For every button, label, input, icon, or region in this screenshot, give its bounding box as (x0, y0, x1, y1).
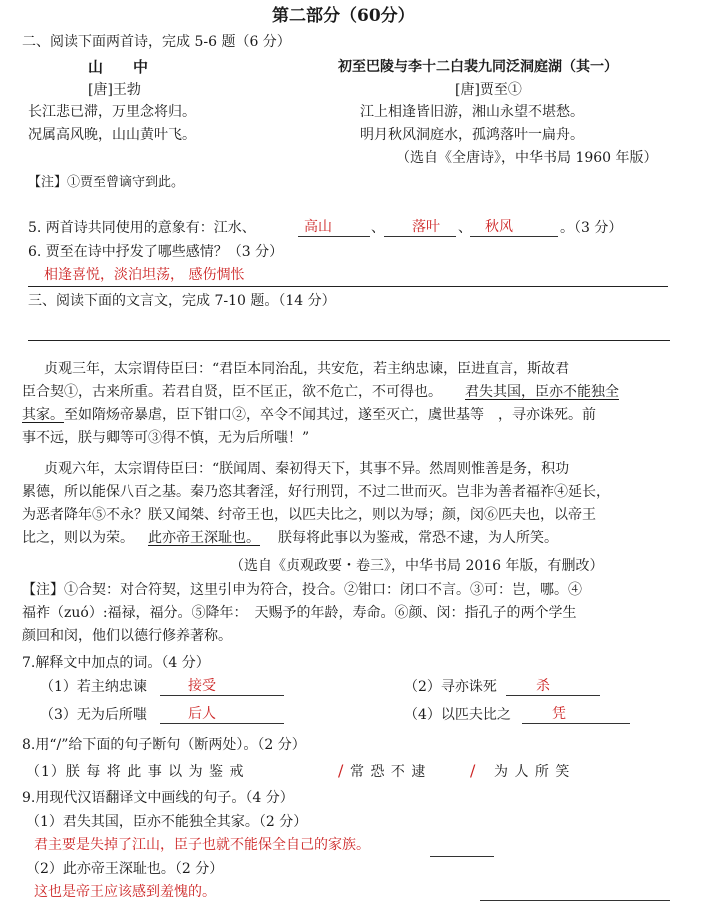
q7-item4-answer: 凭 (552, 706, 566, 722)
q5-suffix: 。（3 分） (560, 220, 623, 236)
q5-answer-2: 落叶 (412, 219, 440, 235)
passage-source: （选自《贞观政要・卷三》，中华书局 2016 年版，有删改） (230, 558, 604, 574)
q7-item2-blank (506, 695, 600, 696)
poem1-author: [唐]王勃 (88, 82, 141, 98)
q5-blank-2 (384, 236, 456, 237)
q8-slash-1: / (338, 761, 344, 780)
q7-item1-answer: 接受 (188, 678, 216, 694)
section3-heading: 三、阅读下面的文言文，完成 7-10 题。（14 分） (28, 293, 336, 309)
q9-answer-2-line (480, 900, 670, 901)
q8-heading: 8.用“/”给下面的句子断句（断两处）。（2 分） (22, 737, 306, 753)
poem1-line2: 况属高风晚，山山黄叶飞。 (28, 127, 196, 143)
poem2-line2: 明月秋风洞庭水，孤鸿落叶一扁舟。 (360, 127, 584, 143)
q9-answer-1-line (430, 856, 494, 857)
poem-source: （选自《全唐诗》，中华书局 1960 年版） (396, 150, 658, 166)
p1-underlined-1: 君失其国，臣亦不能独全 (465, 384, 619, 400)
q7-item2-answer: 杀 (536, 678, 550, 694)
q5-sep-2: 、 (458, 220, 472, 236)
notes-line1: 【注】①合契：对合符契，这里引申为符合，投合。②钳口：闭口不言。③可：岂，哪。④ (22, 582, 582, 598)
p1-underlined-2: 其家。 (22, 407, 64, 423)
q7-item4-blank (522, 723, 630, 724)
page-title: 第二部分（60分） (272, 6, 415, 26)
p1-line4: 事不远，朕与卿等可③得不慎，无为后所嗤！” (22, 430, 310, 446)
q6-answer-line (28, 286, 668, 287)
q9-sentence-2: （2）此亦帝王深耻也。（2 分） (26, 861, 224, 877)
p2-line1: 贞观六年，太宗谓侍臣曰：“朕闻周、秦初得天下，其事不异。然周则惟善是务，积功 (44, 461, 570, 477)
q9-answer-2: 这也是帝王应该感到羞愧的。 (34, 884, 216, 900)
notes-line2: 福祚（zuó）:福禄，福分。⑤降年： 天赐予的年龄，寿命。⑥颜、闵：指孔子的两个学生 (22, 605, 577, 621)
p2-line3: 为恶者降年⑤不永？朕又闻桀、纣帝王也，以匹夫比之，则以为辱；颜，闵⑥匹夫也，以帝王 (22, 507, 596, 523)
poem2-line1: 江上相逢皆旧游，湘山永望不堪愁。 (360, 104, 584, 120)
section-divider (28, 340, 670, 341)
p1-line3: 至如隋炀帝暴虐，臣下钳口②，卒令不闻其过，遂至灭亡，虞世基等 ，寻亦诛死。前 (64, 407, 596, 423)
p1-line1: 贞观三年，太宗谓侍臣曰：“君臣本同治乱，共安危，若主纳忠谏，臣进直言，斯故君 (44, 361, 570, 377)
p2-line4a: 比之，则以为荣。 (22, 530, 134, 546)
q5-answer-3: 秋风 (485, 219, 513, 235)
q5-answer-1: 高山 (304, 219, 332, 235)
p2-line4b: 朕每将此事以为鉴戒，常恐不逮，为人所笑。 (278, 530, 558, 546)
q8-sentence-c: 为 人 所 笑 (494, 764, 571, 780)
poem1-title: 山 中 (88, 58, 149, 76)
q7-item3-label: （3）无为后所嗤 (40, 707, 147, 723)
p2-line2: 累德，所以能保八百之基。秦乃恣其奢淫，好行刑罚，不过二世而灭。岂非为善者福祚④延长， (22, 484, 610, 500)
q9-answer-1: 君主要是失掉了江山，臣子也就不能保全自己的家族。 (34, 837, 370, 853)
poem2-author: [唐]贾至① (455, 82, 522, 98)
poem1-line1: 长江悲已滞，万里念将归。 (28, 104, 196, 120)
q7-item1-label: （1）若主纳忠谏 (40, 679, 147, 695)
q7-item1-blank (160, 695, 284, 696)
q5-blank-1 (298, 236, 370, 237)
section2-heading: 二、阅读下面两首诗，完成 5-6 题（6 分） (22, 34, 291, 50)
q6-question: 6. 贾至在诗中抒发了哪些感情？（3 分） (28, 244, 284, 260)
p2-underlined: 此亦帝王深耻也。 (148, 530, 260, 546)
q5-prefix: 5. 两首诗共同使用的意象有：江水、 (28, 220, 256, 236)
q5-blank-3 (470, 236, 558, 237)
p1-line2a: 臣合契①，古来所重。若君自贤，臣不匡正，欲不危亡，不可得也。 (22, 384, 442, 400)
q9-sentence-1: （1）君失其国，臣亦不能独全其家。（2 分） (26, 814, 308, 830)
notes-line3: 颜回和闵，他们以德行修养著称。 (22, 628, 232, 644)
q7-item2-label: （2）寻亦诛死 (404, 679, 497, 695)
poem2-title: 初至巴陵与李十二白裴九同泛洞庭湖（其一） (338, 59, 618, 75)
q7-item4-label: （4）以匹夫比之 (404, 707, 511, 723)
q9-heading: 9.用现代汉语翻译文中画线的句子。（4 分） (22, 790, 294, 806)
q8-sentence-a: （1）朕 每 将 此 事 以 为 鉴 戒 (26, 764, 245, 780)
q7-item3-blank (160, 723, 284, 724)
q7-item3-answer: 后人 (188, 706, 216, 722)
q7-heading: 7.解释文中加点的词。（4 分） (22, 655, 210, 671)
q8-sentence-b: 常 恐 不 逮 (350, 764, 427, 780)
q5-sep-1: 、 (371, 220, 385, 236)
poem-note: 【注】①贾至曾谪守到此。 (28, 175, 185, 190)
q8-slash-2: / (470, 761, 476, 780)
q6-answer: 相逢喜悦，淡泊坦荡， 感伤惆怅 (44, 267, 245, 283)
